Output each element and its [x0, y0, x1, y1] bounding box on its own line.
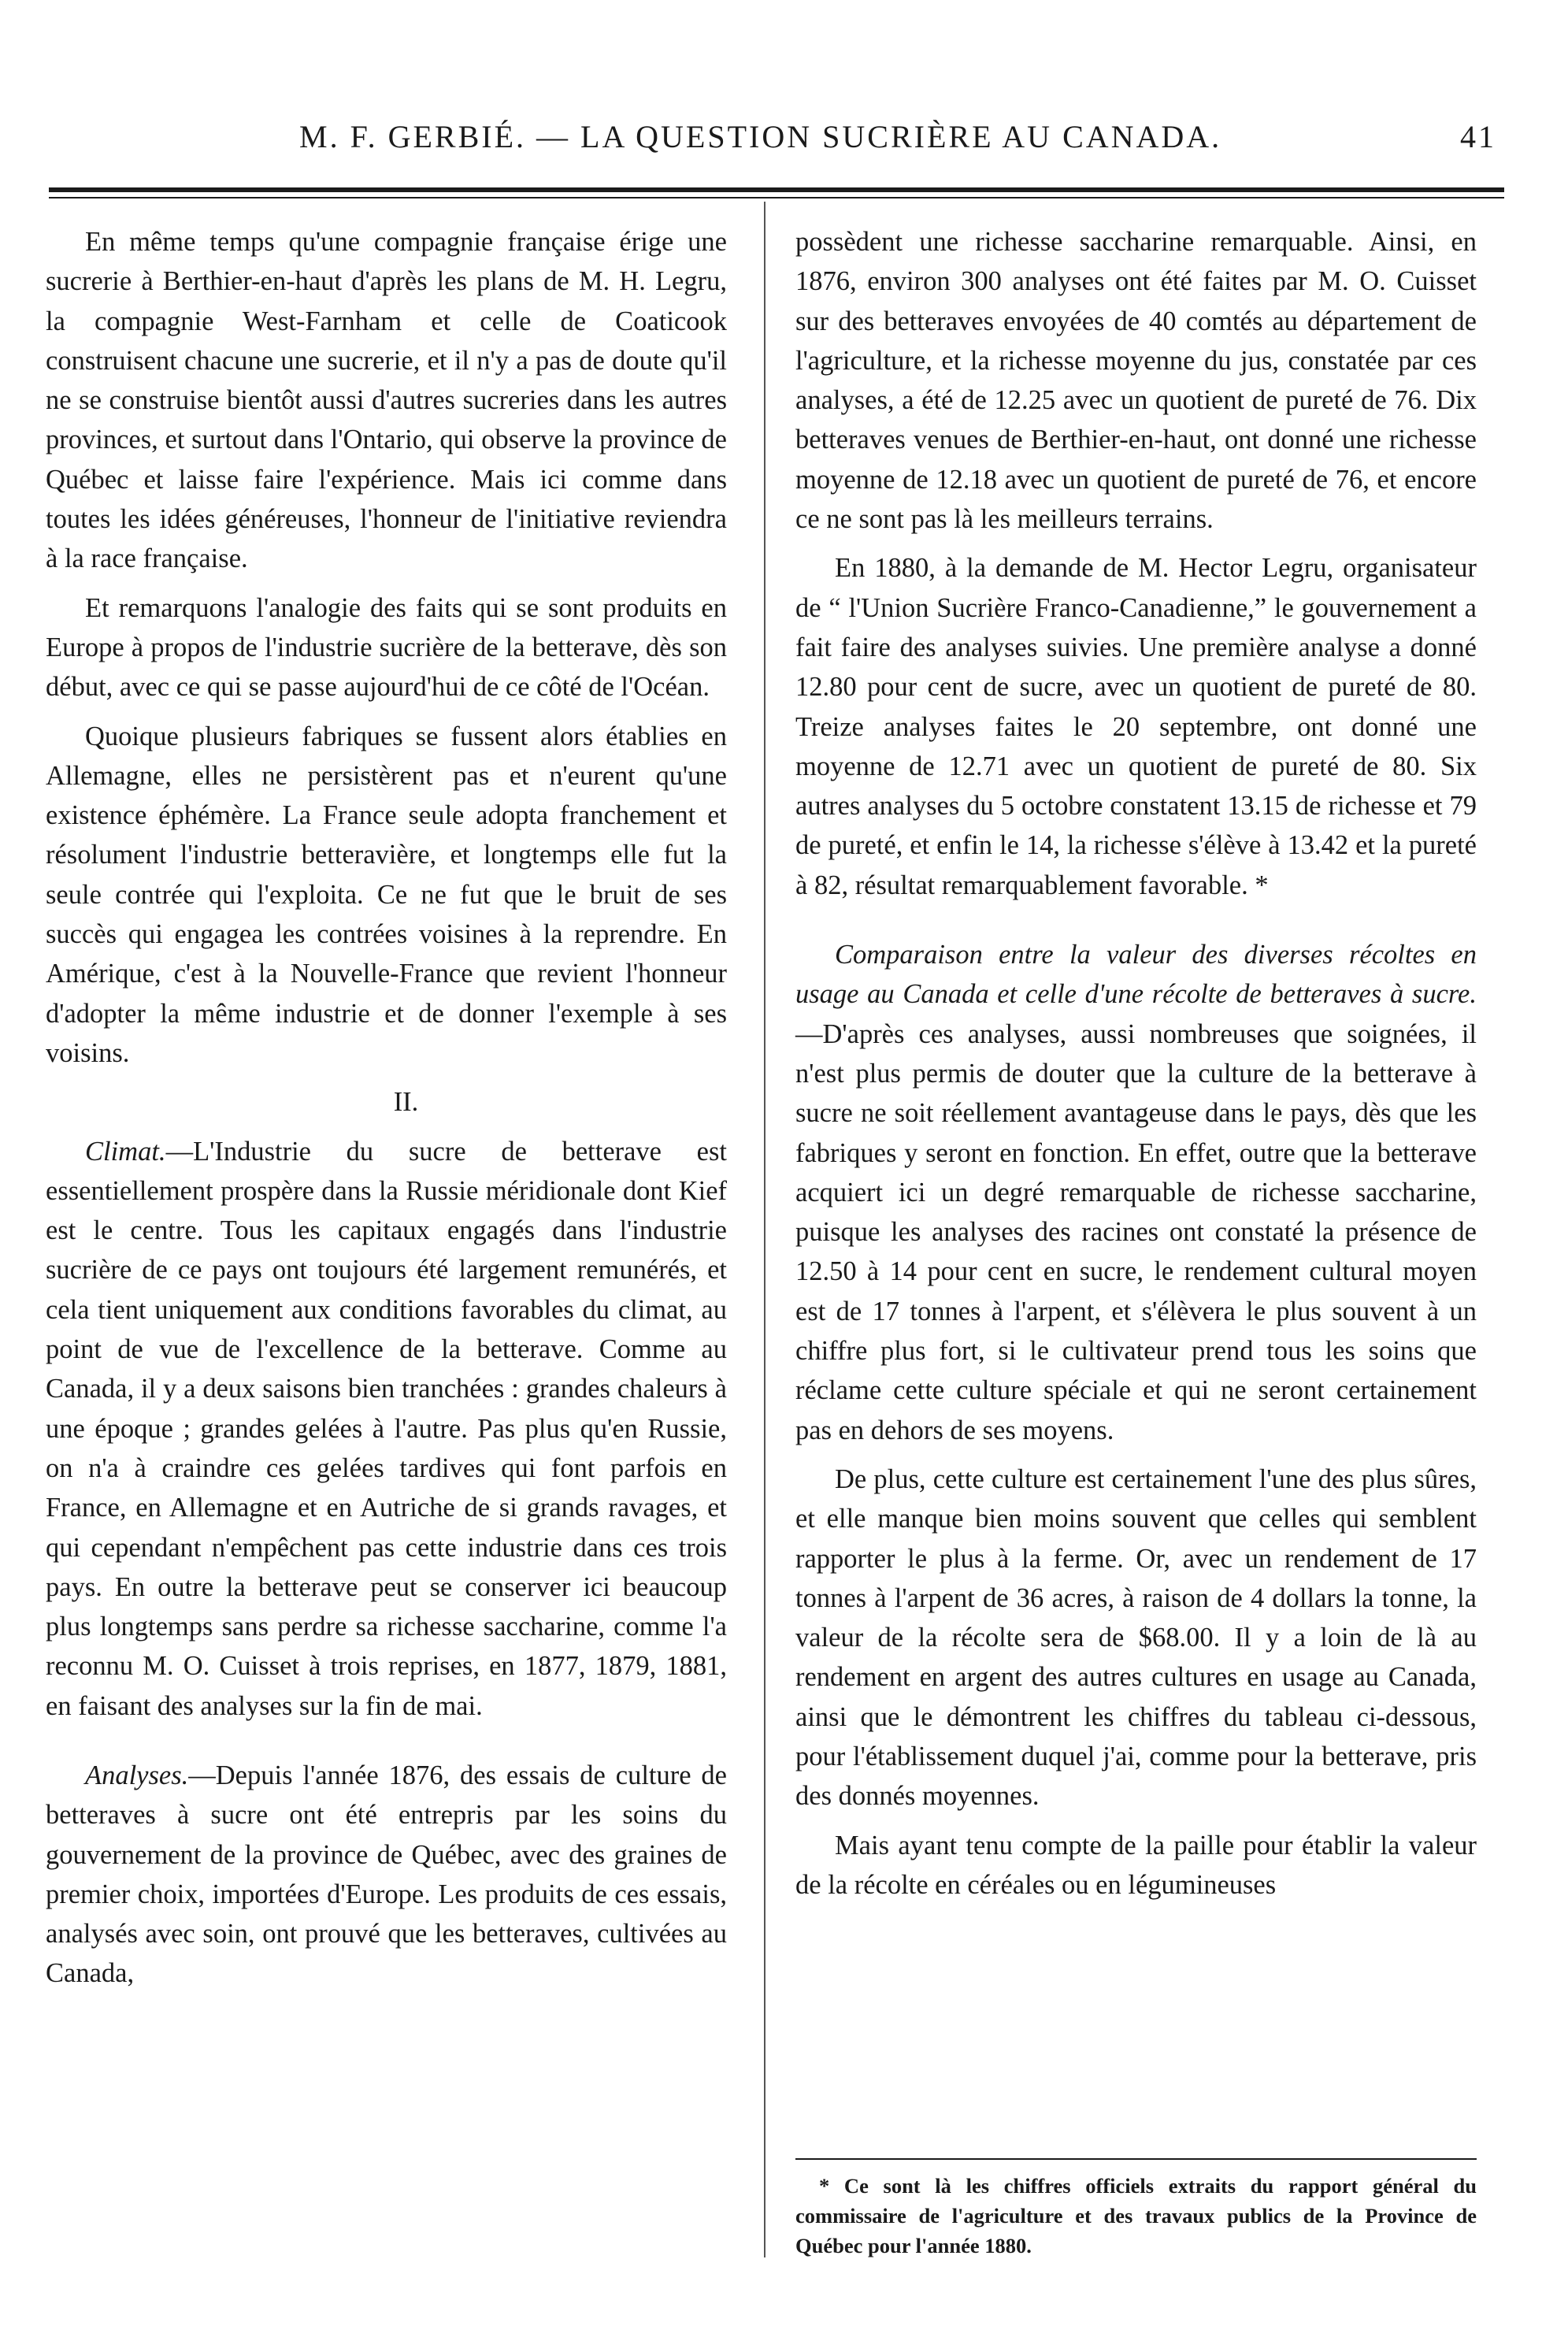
paragraph: En même temps qu'une compagnie française érige une sucrerie à Berthier-en-haut d'après les plans de M. H. Legru, la compagnie West-Farnham et celle de Coaticook construisent chacune une sucrerie, et il n'y a pas de doute qu'il ne se construise bientôt aussi d'autres sucreries dans les autres provinces, et surtout dans l'Ontario, qui observe la province de Québec et laisse faire l'expérience. Mais ici comme dans toutes les idées généreuses, l'honneur de l'initiative reviendra à la race française. — [46, 227, 727, 574]
paragraph-body: —L'Industrie du sucre de betterave est essentiellement prospère dans la Russie méridionale dont Kief est le centre. Tous les capitaux engagés dans l'industrie sucrière de ce pays ont toujours été largement remunérés, et cela tient uniquement aux conditions favorables du climat, au point de vue de l'excellence de la betterave. Comme au Canada, il y a deux saisons bien tranchées : grandes chaleurs à une époque ; grandes gelées à l'autre. Pas plus qu'en Russie, on n'a à craindre ces gelées tardives qui font parfois en France, en Allemagne et en Autriche de si grands ravages, et qui cependant n'empêchent pas cette industrie dans ces trois pays. En outre la betterave peut se conserver ici beaucoup plus longtemps sans perdre sa richesse saccharine, comme l'a reconnu M. O. Cuisset à trois reprises, en 1877, 1879, 1881, en faisant des analyses sur la fin de mai. — [46, 1136, 727, 1721]
paragraph: possèdent une richesse saccharine remarquable. Ainsi, en 1876, environ 300 analyses ont été faites par M. O. Cuisset sur des betteraves envoyées de 40 comtés au département de l'agriculture, et la richesse moyenne du jus, constatée par ces analyses, a été de 12.25 avec un quotient de pureté de 76. Dix betteraves venues de Berthier-en-haut, ont donné une richesse moyenne de 12.18 avec un quotient de pureté de 76, et encore ce ne sont pas là les meilleurs terrains. — [795, 227, 1477, 535]
page-number: 41 — [1460, 119, 1496, 154]
section-number: II. — [393, 1087, 419, 1118]
column-divider — [764, 202, 765, 2257]
header-rule-thin — [49, 197, 1504, 198]
paragraph: En 1880, à la demande de M. Hector Legru, organisateur de “ l'Union Sucrière Franco-Canadienne,” le gouvernement a fait faire des analyses suivies. Une première analyse a donné 12.80 pour cent de sucre, avec un quotient de pureté de 80. Treize analyses faites le 20 septembre, ont donné une moyenne de 12.71 avec un quotient de pureté de 80. Six autres analyses du 5 octobre constatent 13.15 de richesse et 79 de pureté, et enfin le 14, la richesse s'élève à 13.42 et la pureté à 82, résultat remarquablement favorable. * — [795, 553, 1477, 900]
footnote-rule — [795, 2158, 1477, 2160]
run-in-heading: Comparaison entre la valeur des diverses récoltes en usage au Canada et celle d'une récolte de betteraves à sucre. — [795, 940, 1477, 1010]
paragraph-comparaison — [795, 935, 1477, 1450]
header-rule — [49, 187, 1504, 192]
paragraph-analyses — [46, 1756, 727, 1994]
footnote-text: * Ce sont là les chiffres officiels extraits du rapport général du commissaire de l'agriculture et des travaux publics de la Province de Québec pour l'année 1880. — [795, 2174, 1477, 2257]
footnote — [795, 2171, 1477, 2261]
paragraph: Quoique plusieurs fabriques se fussent alors établies en Allemagne, elles ne persistèrent pas et n'eurent qu'une existence éphémère. La France seule adopta franchement et résolument l'industrie betteravière, et longtemps elle fut la seule contrée qui l'exploita. Ce ne fut que le bruit de ses succès qui engagea les contrées voisines à la reprendre. En Amérique, c'est à la Nouvelle-France que revient l'honneur d'adopter la même industrie et de donner l'exemple à ses voisins. — [46, 721, 727, 1068]
header-title: M. F. GERBIÉ. — LA QUESTION SUCRIÈRE AU CANADA. — [299, 119, 1222, 154]
paragraph-body: —D'après ces analyses, aussi nombreuses que soignées, il n'est plus permis de douter que la culture de la betterave à sucre ne soit réellement avantageuse dans le pays, dès que les fabriques y seront en fonction. En effet, outre que la betterave acquiert ici un degré remarquable de richesse saccharine, puisque les analyses des racines ont constaté la présence de 12.50 à 14 pour cent en sucre, le rendement cultural moyen est de 17 tonnes à l'arpent, et s'élèvera le plus souvent à un chiffre plus fort, si le cultivateur prend tous les soins que réclame cette culture spéciale et qui ne seront certainement pas en dehors de ses moyens. — [795, 1018, 1477, 1445]
run-in-heading: Climat. — [85, 1136, 166, 1167]
paragraph: De plus, cette culture est certainement l'une des plus sûres, et elle manque bien moins souvent que celles qui semblent rapporter le plus à la ferme. Or, avec un rendement de 17 tonnes à l'arpent de 36 acres, à raison de 4 dollars la tonne, la valeur de la récolte sera de $68.00. Il y a loin de là au rendement en argent des autres cultures en usage au Canada, ainsi que le démontrent les chiffres du tableau ci-dessous, pour l'établissement duquel j'ai, comme pour la betterave, pris des donnés moyennes. — [795, 1463, 1477, 1812]
paragraph: Et remarquons l'analogie des faits qui se sont produits en Europe à propos de l'industrie sucrière de la betterave, dès son début, avec ce qui se passe aujourd'hui de ce côté de l'Océan. — [46, 592, 727, 703]
paragraph: Mais ayant tenu compte de la paille pour établir la valeur de la récolte en céréales ou en légumineuses — [795, 1830, 1477, 1900]
right-column — [795, 222, 1477, 1914]
paragraph-body: —Depuis l'année 1876, des essais de culture de betteraves à sucre ont été entrepris par les soins du gouvernement de la province de Québec, avec des graines de premier choix, importées d'Europe. Les produits de ces essais, analysés avec soin, ont prouvé que les betteraves, cultivées au Canada, — [46, 1760, 727, 1989]
paragraph-climat — [46, 1132, 727, 1726]
left-column — [46, 222, 727, 2003]
run-in-heading: Analyses. — [85, 1760, 189, 1790]
